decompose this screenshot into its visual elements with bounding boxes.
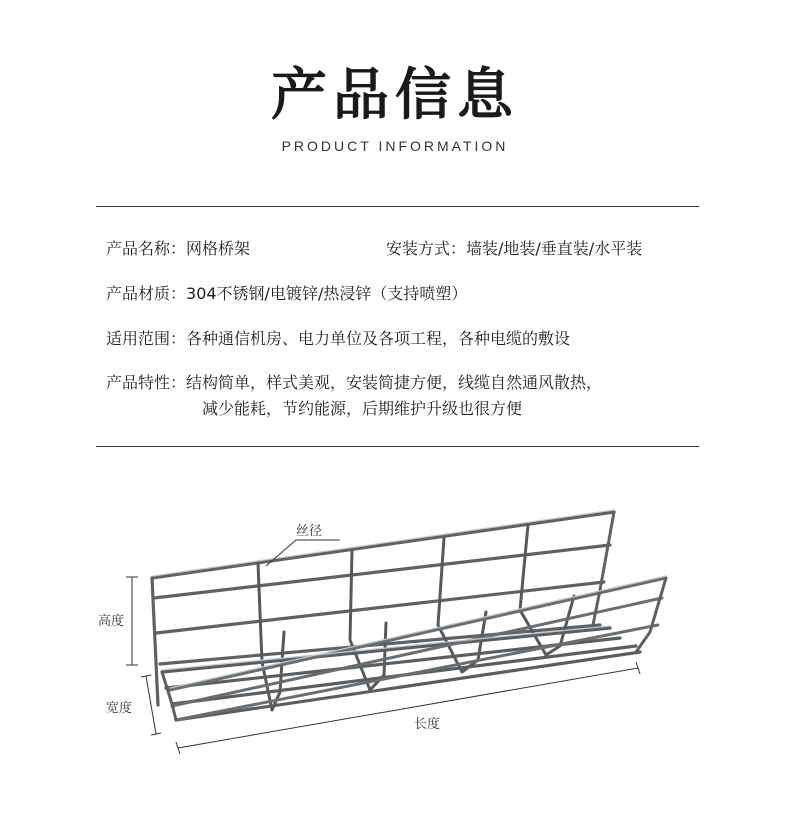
scope-value: 各种通信机房、电力单位及各项工程，各种电缆的敷设: [186, 329, 571, 348]
top-divider: [96, 206, 699, 207]
info-row-name: [106, 236, 696, 262]
bottom-divider: [96, 446, 699, 447]
wire-diameter-label: 丝径: [296, 524, 323, 539]
name-value: 网格桥架: [186, 239, 251, 258]
width-label: 宽度: [106, 701, 133, 716]
install-info: [386, 236, 642, 262]
info-row-material: [106, 281, 467, 307]
install-value: 墙装/地装/垂直装/水平装: [466, 239, 643, 258]
height-dimension: [126, 577, 138, 665]
info-row-scope: [106, 326, 570, 352]
name-label: 产品名称：: [106, 239, 187, 258]
install-label: 安装方式：: [386, 239, 467, 258]
material-label: 产品材质：: [106, 284, 187, 303]
info-row-feature: [106, 370, 603, 418]
page-title: 产品信息: [271, 63, 519, 128]
feature-label: 产品特性：: [106, 373, 187, 392]
page-subtitle: PRODUCT INFORMATION: [281, 138, 509, 154]
wire-mesh-tray: [152, 510, 666, 720]
feature-value-line1: 结构简单，样式美观，安装简捷方便，线缆自然通风散热，: [186, 373, 603, 392]
scope-label: 适用范围：: [106, 329, 187, 348]
length-label: 长度: [414, 717, 441, 732]
cable-tray-diagram: [0, 480, 790, 817]
height-label: 高度: [98, 614, 125, 629]
feature-value-line2: 减少能耗，节约能源，后期维护升级也很方便: [202, 399, 523, 418]
material-value: 304不锈钢/电镀锌/热浸锌（支持喷塑）: [186, 284, 468, 303]
